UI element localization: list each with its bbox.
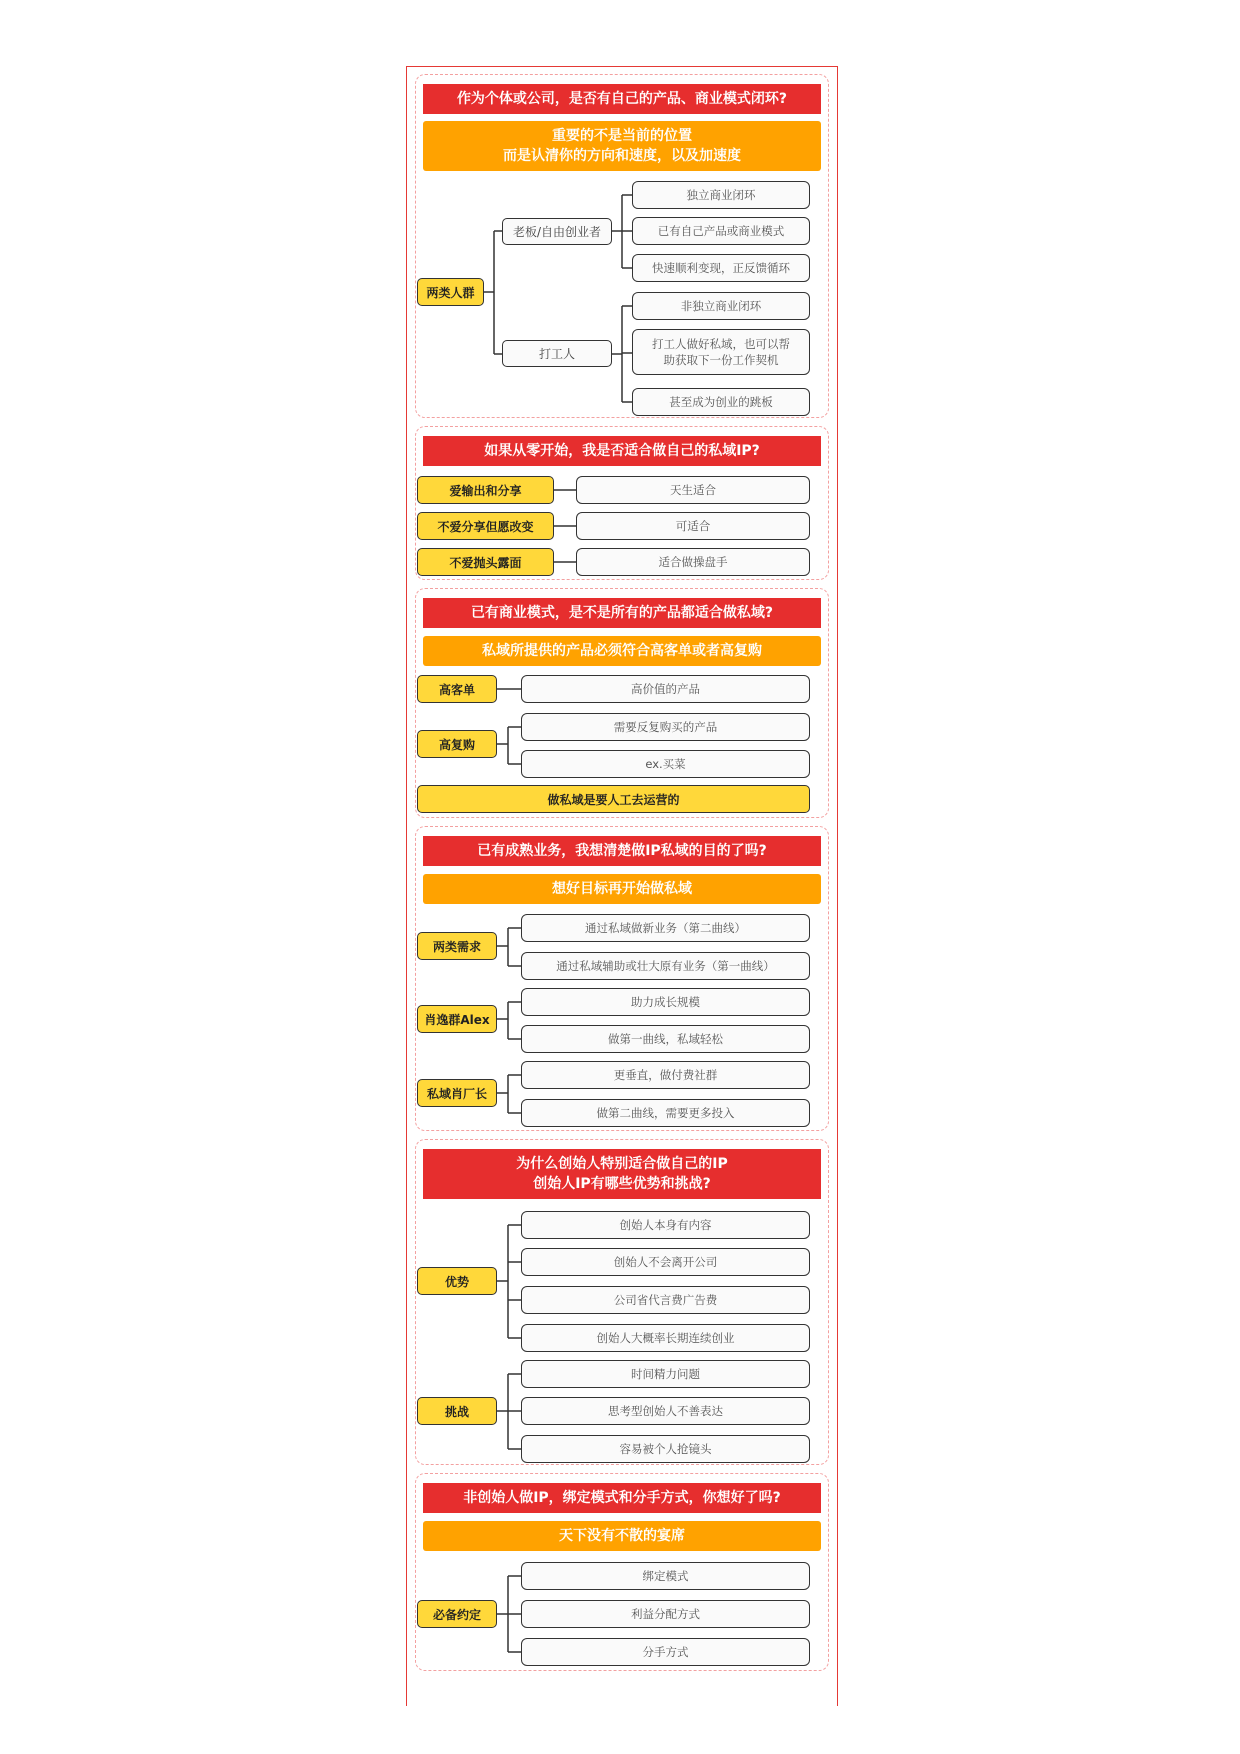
leaf-item: 通过私域辅助或壮大原有业务（第一曲线） <box>521 952 810 980</box>
category-advantages: 优势 <box>417 1267 497 1295</box>
section2-title: 如果从零开始，我是否适合做自己的私域IP? <box>423 436 821 466</box>
leaf-item: 利益分配方式 <box>521 1600 810 1628</box>
leaf-item: 打工人做好私域，也可以帮助获取下一份工作契机 <box>632 329 810 375</box>
section3-note: 做私域是要人工去运营的 <box>417 785 810 813</box>
leaf-item: 更垂直，做付费社群 <box>521 1061 810 1089</box>
leaf-item: 天生适合 <box>576 476 810 504</box>
section1-subtitle-line1: 重要的不是当前的位置 <box>552 128 692 144</box>
leaf-item: 创始人大概率长期连续创业 <box>521 1324 810 1352</box>
leaf-item: 创始人不会离开公司 <box>521 1248 810 1276</box>
leaf-item: 做第一曲线，私域轻松 <box>521 1025 810 1053</box>
section5-title <box>423 1149 821 1199</box>
group-boss: 老板/自由创业者 <box>502 218 612 245</box>
leaf-item: 可适合 <box>576 512 810 540</box>
leaf-item: 快速顺利变现，正反馈循环 <box>632 254 810 282</box>
section5-title-line1: 为什么创始人特别适合做自己的IP <box>516 1156 728 1172</box>
category-factory-head: 私域肖厂长 <box>417 1079 497 1107</box>
group-employee: 打工人 <box>502 340 612 367</box>
category-high-ticket: 高客单 <box>417 675 497 703</box>
category-row: 爱输出和分享 <box>417 476 554 504</box>
section1-title: 作为个体或公司，是否有自己的产品、商业模式闭环? <box>423 84 821 114</box>
leaf-item: 通过私域做新业务（第二曲线） <box>521 914 810 942</box>
leaf-item: 绑定模式 <box>521 1562 810 1590</box>
category-high-repurchase: 高复购 <box>417 730 497 758</box>
leaf-item: 非独立商业闭环 <box>632 292 810 320</box>
leaf-item: 时间精力问题 <box>521 1360 810 1388</box>
category-row: 不爱抛头露面 <box>417 548 554 576</box>
leaf-item: 需要反复购买的产品 <box>521 713 810 741</box>
category-alex: 肖逸群Alex <box>417 1005 497 1033</box>
leaf-item: 助力成长规模 <box>521 988 810 1016</box>
section4-title: 已有成熟业务，我想清楚做IP私域的目的了吗? <box>423 836 821 866</box>
leaf-item: 已有自己产品或商业模式 <box>632 217 810 245</box>
category-challenges: 挑战 <box>417 1397 497 1425</box>
leaf-item: 做第二曲线，需要更多投入 <box>521 1099 810 1127</box>
section3-title: 已有商业模式，是不是所有的产品都适合做私域? <box>423 598 821 628</box>
section1-subtitle <box>423 121 821 171</box>
section5-title-line2: 创始人IP有哪些优势和挑战? <box>533 1176 711 1192</box>
section6-subtitle: 天下没有不散的宴席 <box>423 1521 821 1551</box>
section4-subtitle: 想好目标再开始做私域 <box>423 874 821 904</box>
leaf-item: ex.买菜 <box>521 750 810 778</box>
leaf-item: 创始人本身有内容 <box>521 1211 810 1239</box>
category-two-needs: 两类需求 <box>417 932 497 960</box>
category-required-agreements: 必备约定 <box>417 1600 497 1628</box>
leaf-item: 公司省代言费广告费 <box>521 1286 810 1314</box>
section6-title: 非创始人做IP，绑定模式和分手方式，你想好了吗? <box>423 1483 821 1513</box>
section1-subtitle-line2: 而是认清你的方向和速度，以及加速度 <box>503 148 741 164</box>
leaf-item: 适合做操盘手 <box>576 548 810 576</box>
section3-subtitle: 私域所提供的产品必须符合高客单或者高复购 <box>423 636 821 666</box>
leaf-item: 独立商业闭环 <box>632 181 810 209</box>
leaf-item: 甚至成为创业的跳板 <box>632 388 810 416</box>
category-row: 不爱分享但愿改变 <box>417 512 554 540</box>
leaf-item: 容易被个人抢镜头 <box>521 1435 810 1463</box>
category-two-groups: 两类人群 <box>417 278 484 306</box>
leaf-item: 分手方式 <box>521 1638 810 1666</box>
leaf-item: 思考型创始人不善表达 <box>521 1397 810 1425</box>
leaf-item: 高价值的产品 <box>521 675 810 703</box>
